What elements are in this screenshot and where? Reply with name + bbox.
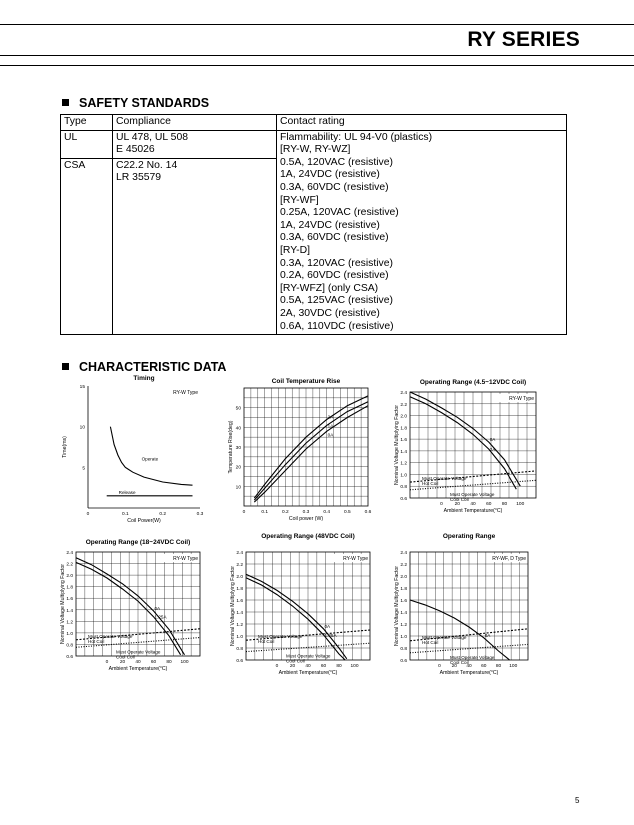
table-row-ul [61,130,567,158]
x-tick-label: 60 [320,664,327,669]
y-tick-label: 1.0 [66,631,73,637]
x-tick-label: 0 [438,664,441,669]
chart-title: Operating Range (18~24VDC Coil) [85,539,191,546]
x-axis-label: Ambient Temperature(°C) [443,508,503,514]
y-tick-label: 1.0 [400,473,407,479]
rating-line: 0.3A, 60VDC (resistive) [280,181,389,193]
y-axis-label: Nominal Voltage Multiplying Factor [394,566,400,646]
chart-title: Coil Temperature Rise [271,378,341,385]
header-rule-bottom [0,65,634,66]
chart-operating-range-48vdc [228,530,378,682]
x-tick-label: 0.3 [302,510,310,515]
safety-standards-table [60,114,567,335]
x-tick-label: 0.2 [281,510,289,515]
x-tick-label: 0.4 [323,510,331,515]
y-tick-label: 2.2 [236,563,243,568]
series-label-line: Cool Coil [116,654,135,660]
y-tick-label: 0.6 [66,655,73,660]
rating-line: 0.3A, 120VAC (resistive) [280,257,393,269]
series-label-line: Must Operate Voltage [450,654,495,660]
y-tick-label: 2.0 [236,575,243,580]
y-tick-label: 1.6 [400,599,407,604]
y-tick-label: 1.6 [66,597,73,603]
series-line-0a [254,406,368,502]
rating-line: 1A, 24VDC (resistive) [280,169,380,181]
contact-rating-cell [277,130,567,335]
x-tick-label: 100 [516,502,525,507]
y-tick-label: 5 [82,466,85,472]
series-label [88,634,133,644]
rating-line: [RY-W, RY-WZ] [280,144,351,156]
x-tick-label: 60 [486,502,492,507]
x-axis-label: Coil Power(W) [127,518,161,524]
compliance-csa [113,158,277,334]
y-tick-label: 1.2 [236,623,243,628]
rating-line: 1A, 24VDC (resistive) [280,219,380,231]
y-tick-label: 1.6 [400,438,407,444]
series-label-line: Hot Coil [422,481,439,487]
y-tick-label: 2.0 [400,414,407,420]
series-label [286,654,331,664]
gridlines [244,388,368,506]
series-label-line: Hot Coil [258,639,275,645]
y-tick-label: 10 [79,425,85,431]
y-axis-label: Time(ms) [62,436,68,458]
chart-coil-temperature-rise [228,376,378,520]
series-label [450,492,495,502]
page-number: 5 [575,796,580,805]
y-axis-label: Nominal Voltage Multiplying Factor [60,564,66,644]
series-label-line: Hot Coil [422,639,439,645]
series-label [116,649,161,659]
y-tick-label: 2.2 [400,402,407,408]
x-axis-label: Ambient Temperature(°C) [278,670,338,676]
y-tick-label: 15 [79,385,85,390]
series-label [450,655,495,665]
x-tick-label: 80 [166,660,172,665]
series-label-line: Must Operate Voltage [422,634,467,640]
x-tick-label: 20 [451,664,457,669]
rating-line: 2A, 30VDC (resistive) [280,307,380,319]
x-tick-label: 40 [470,502,476,507]
rating-line: [RY-WFZ] (only CSA) [280,282,379,294]
header-rule-mid [0,55,634,56]
compliance-line: UL 478, UL 508 [116,131,189,143]
x-tick-label: 100 [180,660,189,665]
x-tick-label: 100 [509,664,518,669]
characteristic-heading: CHARACTERISTIC DATA [62,360,226,374]
y-axis-label: Nominal Voltage Multiplying Factor [230,566,236,646]
y-tick-label: 2.0 [66,574,73,580]
x-tick-label: 80 [336,664,342,669]
x-tick-label: 0 [86,512,90,517]
x-tick-label: 20 [289,664,296,669]
rating-line: 0.5A, 120VAC (resistive) [280,156,393,168]
header-rule-top [0,24,634,25]
series-label-line: Cool Coil [450,496,469,502]
series-label: 1.25A [324,632,337,638]
x-tick-label: 0.6 [364,510,372,515]
series-label-line: Must Operate Voltage [450,491,495,497]
series-label-line: Cool Coil [450,659,469,665]
x-tick-label: 20 [119,660,126,665]
x-tick-label: 0.3 [196,512,204,517]
series-label-line: Must Operate Voltage [422,476,467,482]
y-tick-label: 2.0 [400,575,407,580]
rating-line: 0.25A, 120VAC (resistive) [280,207,399,219]
series-label: 2A [489,447,496,453]
x-tick-label: 80 [501,502,508,507]
series-title: RY SERIES [467,28,580,51]
series-label: 0A [484,632,491,638]
chart-title: Operating Range (4.5~12VDC Coil) [419,379,527,386]
table-header-row [61,115,567,131]
y-tick-label: 20 [235,465,241,471]
series-label-line: Cool Coil [286,658,305,664]
y-tick-label: 1.2 [400,623,407,628]
y-axis-label: Temperature Rise(deg) [228,420,234,474]
series-label: 2A [327,414,334,420]
x-tick-label: 0.1 [121,512,129,517]
y-tick-label: 2.4 [400,391,407,396]
series-label: 1A [327,423,334,429]
x-tick-label: 40 [135,660,141,665]
rating-line: 0.5A, 125VAC (resistive) [280,295,393,307]
x-tick-label: 0.1 [261,510,269,515]
compliance-line: LR 35579 [116,172,162,184]
rating-line: [RY-WF] [280,194,319,206]
series-label: 0A [489,437,496,443]
y-tick-label: 1.8 [400,426,407,432]
y-tick-label: 1.4 [400,611,407,616]
chart-legend: RY-W Type [173,556,198,562]
y-tick-label: 1.0 [400,635,407,640]
x-tick-label: 0.5 [343,510,351,515]
x-tick-label: 0 [275,664,279,669]
y-tick-label: 2.2 [66,562,73,568]
x-tick-label: 0 [105,660,109,665]
rating-line: 0.3A, 60VDC (resistive) [280,232,389,244]
x-axis-label: Ambient Temperature(°C) [439,670,499,676]
y-tick-label: 1.0 [236,635,243,640]
rating-line: 0.6A, 110VDC (resistive) [280,320,394,332]
series-label-line: Must Operate Voltage [258,634,303,640]
series-label-line: Must Operate Voltage [88,633,133,639]
series-label: Release [118,489,136,495]
y-tick-label: 0.8 [400,647,407,652]
y-tick-label: 0.6 [236,659,243,664]
header-contact-rating: Contact rating [277,115,567,131]
x-axis-label: Ambient Temperature(°C) [108,666,168,672]
series-label-line: Must Operate Voltage [116,649,161,655]
x-tick-label: 0 [440,502,443,507]
series-line-0a [410,600,510,660]
y-tick-label: 10 [235,485,241,491]
series-label-line: Hot Coil [88,638,105,644]
y-tick-label: 40 [235,426,241,432]
series-label: 0A [154,605,161,611]
y-tick-label: 2.4 [66,551,73,556]
y-tick-label: 2.4 [400,551,407,556]
x-tick-label: 0.2 [159,512,167,517]
y-tick-label: 1.8 [66,585,73,591]
chart-title: Timing [133,375,155,382]
series-label [422,635,467,645]
safety-heading: SAFETY STANDARDS [62,96,209,110]
series-label [258,634,303,644]
x-tick-label: 40 [305,664,311,669]
y-tick-label: 0.6 [400,497,407,502]
x-tick-label: 60 [481,664,487,669]
y-tick-label: 1.4 [236,611,243,616]
series-label: Operate [141,456,159,462]
chart-legend: RY-W Type [343,556,368,562]
chart-legend: RY-WF, D Type [492,556,526,562]
rating-line: Flammability: UL 94-V0 (plastics) [280,131,433,143]
y-tick-label: 2.4 [236,551,243,556]
x-tick-label: 0 [242,510,246,515]
y-tick-label: 1.4 [400,449,407,455]
series-label: 0A [327,432,334,438]
compliance-line: E 45026 [116,144,155,156]
y-tick-label: 0.8 [400,485,407,491]
series-line-1-25a [246,578,345,660]
y-tick-label: 1.4 [66,608,73,614]
chart-operating-range-4-5-12vdc [392,378,542,520]
x-axis-label: Coil power (W) [288,516,324,522]
series-label: 1.25A [154,614,167,620]
y-tick-label: 1.2 [66,620,73,626]
series-label: 0A [324,623,331,629]
y-tick-label: 2.2 [400,563,407,568]
y-tick-label: 1.6 [236,599,243,604]
square-bullet-icon [62,99,69,106]
square-bullet-icon [62,363,69,370]
x-tick-label: 60 [150,660,157,665]
type-csa: CSA [61,158,113,334]
x-tick-label: 80 [495,664,502,669]
chart-legend: RY-W Type [173,390,198,396]
y-axis-label: Nominal Voltage Multiplying Factor [394,405,400,485]
y-tick-label: 1.2 [400,461,407,467]
chart-title: Operating Range [442,533,496,540]
y-tick-label: 0.6 [400,659,407,664]
chart-operating-range-18-24vdc [58,536,208,680]
x-tick-label: 40 [466,664,472,669]
chart-operating-range [392,530,542,680]
x-tick-label: 20 [454,502,460,507]
rating-line: [RY-D] [280,244,311,256]
series-label [422,476,467,486]
compliance-ul [113,130,277,158]
y-tick-label: 1.8 [400,587,407,592]
chart-title: Operating Range (48VDC Coil) [261,533,355,540]
y-tick-label: 1.8 [236,587,243,592]
chart-timing [58,374,208,522]
y-tick-label: 30 [235,446,241,451]
series-label-line: Must Operate Voltage [286,653,331,659]
y-tick-label: 0.8 [66,643,73,649]
y-tick-label: 50 [235,406,241,412]
compliance-line: C22.2 No. 14 [116,159,178,171]
header-compliance: Compliance [113,115,277,131]
header-type: Type [61,115,113,131]
chart-legend: RY-W Type [509,396,534,402]
rating-line: 0.2A, 60VDC (resistive) [280,270,389,282]
x-tick-label: 100 [350,664,359,669]
y-tick-label: 0.8 [236,647,243,652]
type-ul: UL [61,130,113,158]
